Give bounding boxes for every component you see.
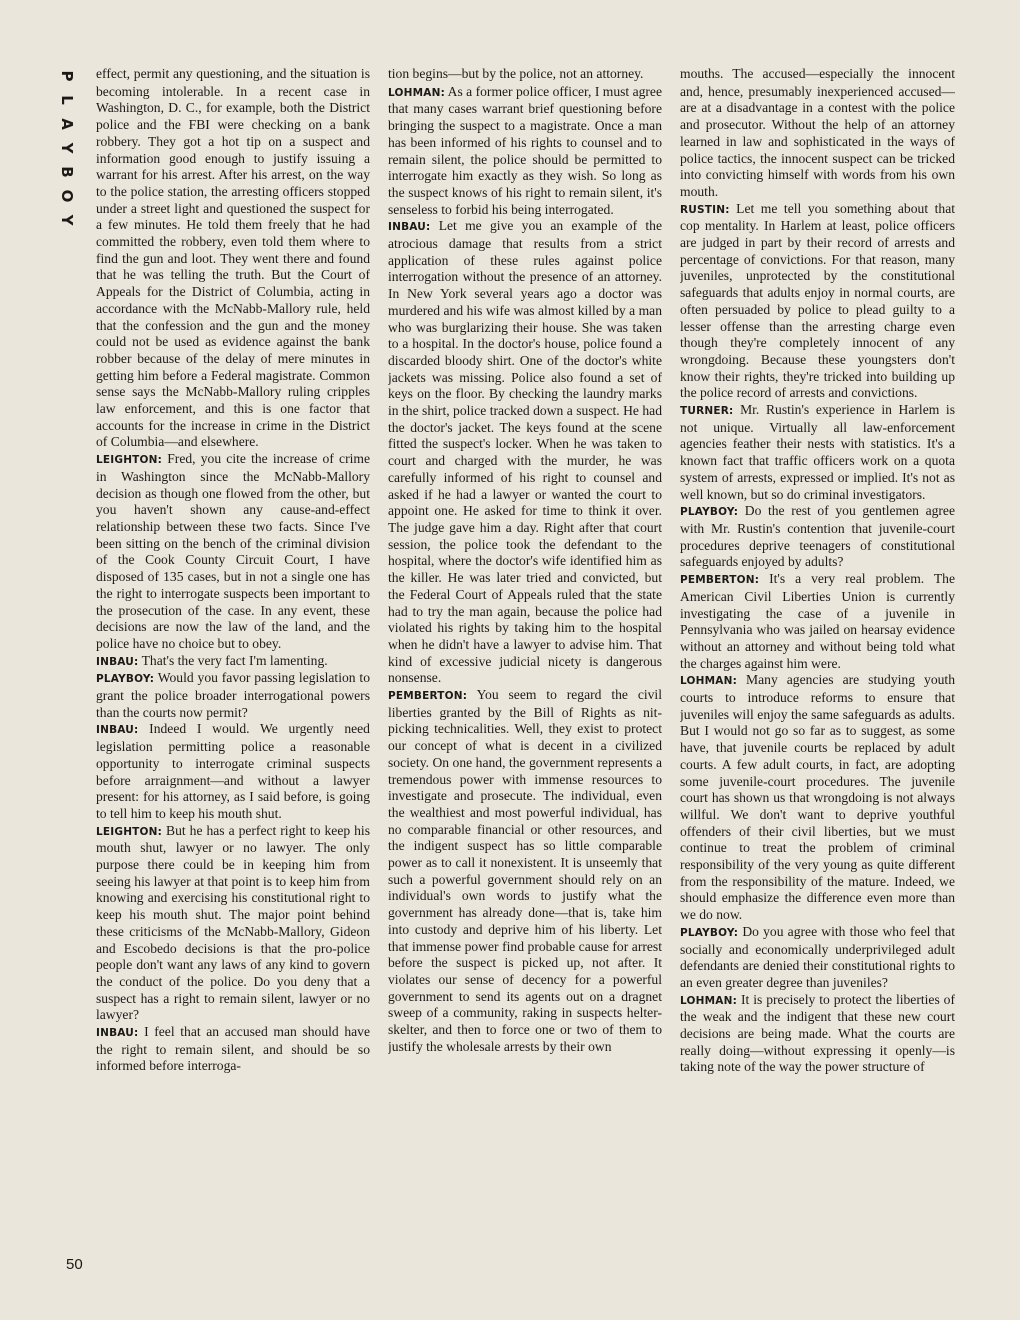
paragraph [680, 924, 955, 992]
paragraph-text: As a former police officer, I must agree that many cases warrant brief questioning before bringing the suspect to a magistrate. Once a man has been informed of his rights to counsel and to remain silent, the police should be permitted to interrogate him exactly as they wish. So long as the suspect knows of his right to remain silent, it's senseless to forbid his being interrogated. [388, 83, 662, 217]
spine-letter: A [58, 118, 76, 130]
paragraph-text: Fred, you cite the increase of crime in Washington since the McNabb-Mallory decision as though one flowed from the other, but you haven't shown any cause-and-effect relationship between these two facts. Since I've been sitting on the bench of the criminal division of the Cook County Circuit Court, I have disposed of 135 cases, but in not a single one has the right to interrogate suspects been important to the prosecution of the case. In any event, these decisions are now the law of the land, and the police have no choice but to obey. [96, 451, 370, 651]
paragraph-text: effect, permit any questioning, and the situation is becoming intolerable. In a recent case in Washington, D. C., for example, both the District police and the FBI were checking on a bank robbery. They got a hot tip on a suspect and information good enough to justify issuing a warrant for his arrest. After his arrest, on the way to the police station, the arresting officers stopped under a street light and questioned the suspect for a few minutes. He told them freely that he had committed the robbery, even told them where to find the gun and loot. They went there and found that he was telling the truth. But the Court of Appeals for the District of Columbia, acting in accordance with the McNabb-Mallory rule, held that the confession and the gun and the money could not be used as evidence against the bank robber because of the delay of mere minutes in getting him before a Federal magistrate. Common sense says the McNabb-Mallory ruling cripples law enforcement, and this is one factor that accounts for the increase in crime in the District of Columbia—and elsewhere. [96, 66, 370, 450]
speaker-label: LOHMAN: [680, 994, 737, 1007]
paragraph-text: Let me give you an example of the atrocious damage that results from a strict application of these rules against police interrogation without the presence of an attorney. In New York several years ago a doctor was murdered and his wife was almost killed by a man who was burglarizing their house. She was taken to a hospital. In the doctor's house, police found a discarded bloody shirt. One of the doctor's white jackets was missing. Police also found a set of keys on the floor. By checking the laundry marks in the shirt, police tracked down a suspect. He had the doctor's jacket. The keys found at the scene fitted the suspect's locker. When he was taken to court and charged with the murder, he was carefully informed of his right to counsel and asked if he had a lawyer or wanted the court to appoint one. He asked for time to think it over. The judge gave him a day. Right after that court session, the police took the defendant to the hospital, where the doctor's wife identified him as the killer. He was later tried and convicted, but the Federal Court of Appeals ruled that the state had to try the man again, because the police had violated his rights by taking him to the hospital when he didn't have a lawyer to advise him. That kind of excessive judicial nicety is dangerous nonsense. [388, 218, 662, 686]
spine-letter: Y [58, 214, 76, 226]
paragraph [96, 653, 370, 671]
spine-letter: B [58, 166, 76, 178]
paragraph [680, 201, 955, 402]
paragraph [96, 721, 370, 822]
spine-letter: P [58, 70, 76, 82]
speaker-label: INBAU: [388, 221, 431, 234]
spine-title [56, 64, 78, 232]
speaker-label: INBAU: [96, 724, 139, 737]
speaker-label: LOHMAN: [388, 86, 445, 99]
speaker-label: PLAYBOY: [680, 506, 739, 519]
paragraph [96, 451, 370, 652]
paragraph-text: It is precisely to protect the liberties of the weak and the indigent that these new court decisions are being made. What the courts are really doing—without expressing it openly—is taking note of the way the power structure of [680, 991, 955, 1075]
paragraph [388, 66, 662, 84]
paragraph-text: That's the very fact I'm lamenting. [141, 652, 328, 668]
paragraph [680, 503, 955, 571]
paragraph [388, 687, 662, 1055]
spine-letter: O [58, 189, 76, 203]
paragraph [680, 402, 955, 503]
speaker-label: TURNER: [680, 405, 734, 418]
paragraph-text: Do the rest of you gentlemen agree with Mr. Rustin's contention that juvenile-court procedures deprive teenagers of constitutional safeguards enjoyed by adults? [680, 503, 955, 570]
speaker-label: LEIGHTON: [96, 825, 163, 838]
text-column-1 [96, 66, 370, 1286]
paragraph [96, 66, 370, 451]
paragraph-text: Indeed I would. We urgently need legislation permitting police a reasonable opportunity to interrogate criminal suspects before arraignment—and without a lawyer present: for his attorney, as I said before, is going to tell him to keep his mouth shut. [96, 721, 370, 821]
speaker-label: PEMBERTON: [680, 574, 760, 587]
paragraph-text: tion begins—but by the police, not an attorney. [388, 66, 644, 81]
speaker-label: LOHMAN: [680, 675, 737, 688]
speaker-label: INBAU: [96, 655, 139, 668]
spine-letter: L [58, 95, 76, 105]
text-column-2 [388, 66, 662, 1286]
paragraph-text: mouths. The accused—especially the innocent and, hence, presumably inexperienced accused—are at a disadvantage in a contest with the police and prosecutor. Without the help of an attorney learned in law and sophisticated in the ways of police tactics, the innocent suspect can be tricked into convicting himself with words from his own mouth. [680, 66, 955, 199]
paragraph-text: Let me tell you something about that cop mentality. In Harlem at least, police officers are judged in part by their record of arrests and percentage of convictions. For that reason, many juveniles, unprotected by the constitutional safeguards that adults enjoy in normal courts, are often persuaded by police to plead guilty to a lesser offense than the arresting charge even though they're completely innocent of any wrongdoing. Because these youngsters don't know their rights, they're tricked into building up the police record of arrests and convictions. [680, 200, 955, 401]
paragraph-text: Do you agree with those who feel that socially and economically underprivileged adult defendants are denied their constitutional rights to an even greater degree than juveniles? [680, 923, 955, 990]
speaker-label: PLAYBOY: [680, 926, 739, 939]
speaker-label: PLAYBOY: [96, 673, 155, 686]
paragraph-text: It's a very real problem. The American Civil Liberties Union is currently investigating the case of a juvenile in Pennsylvania who was jailed on hearsay evidence without an attorney and without being told what the charges against him were. [680, 571, 955, 671]
paragraph [96, 1024, 370, 1075]
paragraph [680, 571, 955, 672]
paragraph-text: Would you favor passing legislation to grant the police broader interrogational powers than the courts now permit? [96, 670, 370, 720]
paragraph [388, 84, 662, 219]
speaker-label: PEMBERTON: [388, 690, 468, 703]
spine-letter: Y [58, 142, 76, 154]
paragraph-text: You seem to regard the civil liberties granted by the Bill of Rights as nit-picking technicalities. Well, they exist to protect our concept of what is decent in a civilized society. On one hand, the government represents a tremendous power with immense resources to investigate and prosecute. The individual, even the wealthiest and most powerful individual, has no comparable financial or other resources, and the indigent suspect has so little comparable power as to call it nonexistent. It is unseemly that such a powerful government should rely on an individual's own words to justify what the government has already done—that is, take him into custody and deprive him of his liberty. Let that immense power find probable cause for arrest before the suspect is picked up, not after. It violates our sense of decency for a powerful government to send its agents out on a dragnet sweep of a community, raking in suspects helter-skelter, and then to force one or two of them to justify the wholesale arrests by their own [388, 687, 662, 1054]
speaker-label: INBAU: [96, 1027, 139, 1040]
speaker-label: RUSTIN: [680, 203, 730, 216]
text-column-3 [680, 66, 955, 1286]
paragraph [680, 672, 955, 924]
paragraph [96, 823, 370, 1024]
paragraph [388, 218, 662, 687]
paragraph [96, 670, 370, 721]
paragraph [680, 992, 955, 1077]
paragraph-text: Many agencies are studying youth courts to introduce reforms to ensure that juveniles will enjoy the same safeguards as adults. But I would not go so far as to suggest, as some have, that juvenile courts be replaced by adult courts. A few adult courts, in fact, are adopting some juvenile-court procedures. The juvenile court has shown us that wrongdoing is not always willful. We don't want to deprive youthful offenders of their civil liberties, but we must continue to treat the problem of criminal responsibility of the very young as quite different from the responsibility of the mature. Indeed, we should emphasize the difference even more than we do now. [680, 672, 955, 923]
paragraph-text: Mr. Rustin's experience in Harlem is not unique. Virtually all law-enforcement agencies feather their nests with statistics. It's a known fact that traffic officers work on a quota system of arrests, expressed or implied. It's not as well known, but so do criminal investigators. [680, 402, 955, 502]
page-number: 50 [66, 1256, 83, 1273]
paragraph [680, 66, 955, 201]
paragraph-text: But he has a perfect right to keep his mouth shut, lawyer or no lawyer. The only purpose there could be in keeping him from seeing his lawyer at that point is to keep him from knowing and exercising his constitutional right to keep his mouth shut. The major point behind these criticisms of the McNabb-Mallory, Gideon and Escobedo decisions is that the pro-police people don't want any laws of any kind to govern the conduct of the police. Do you deny that a suspect has a right to remain silent, lawyer or no lawyer? [96, 822, 370, 1023]
paragraph-text: I feel that an accused man should have the right to remain silent, and should be so informed before interroga- [96, 1024, 370, 1074]
speaker-label: LEIGHTON: [96, 454, 163, 467]
